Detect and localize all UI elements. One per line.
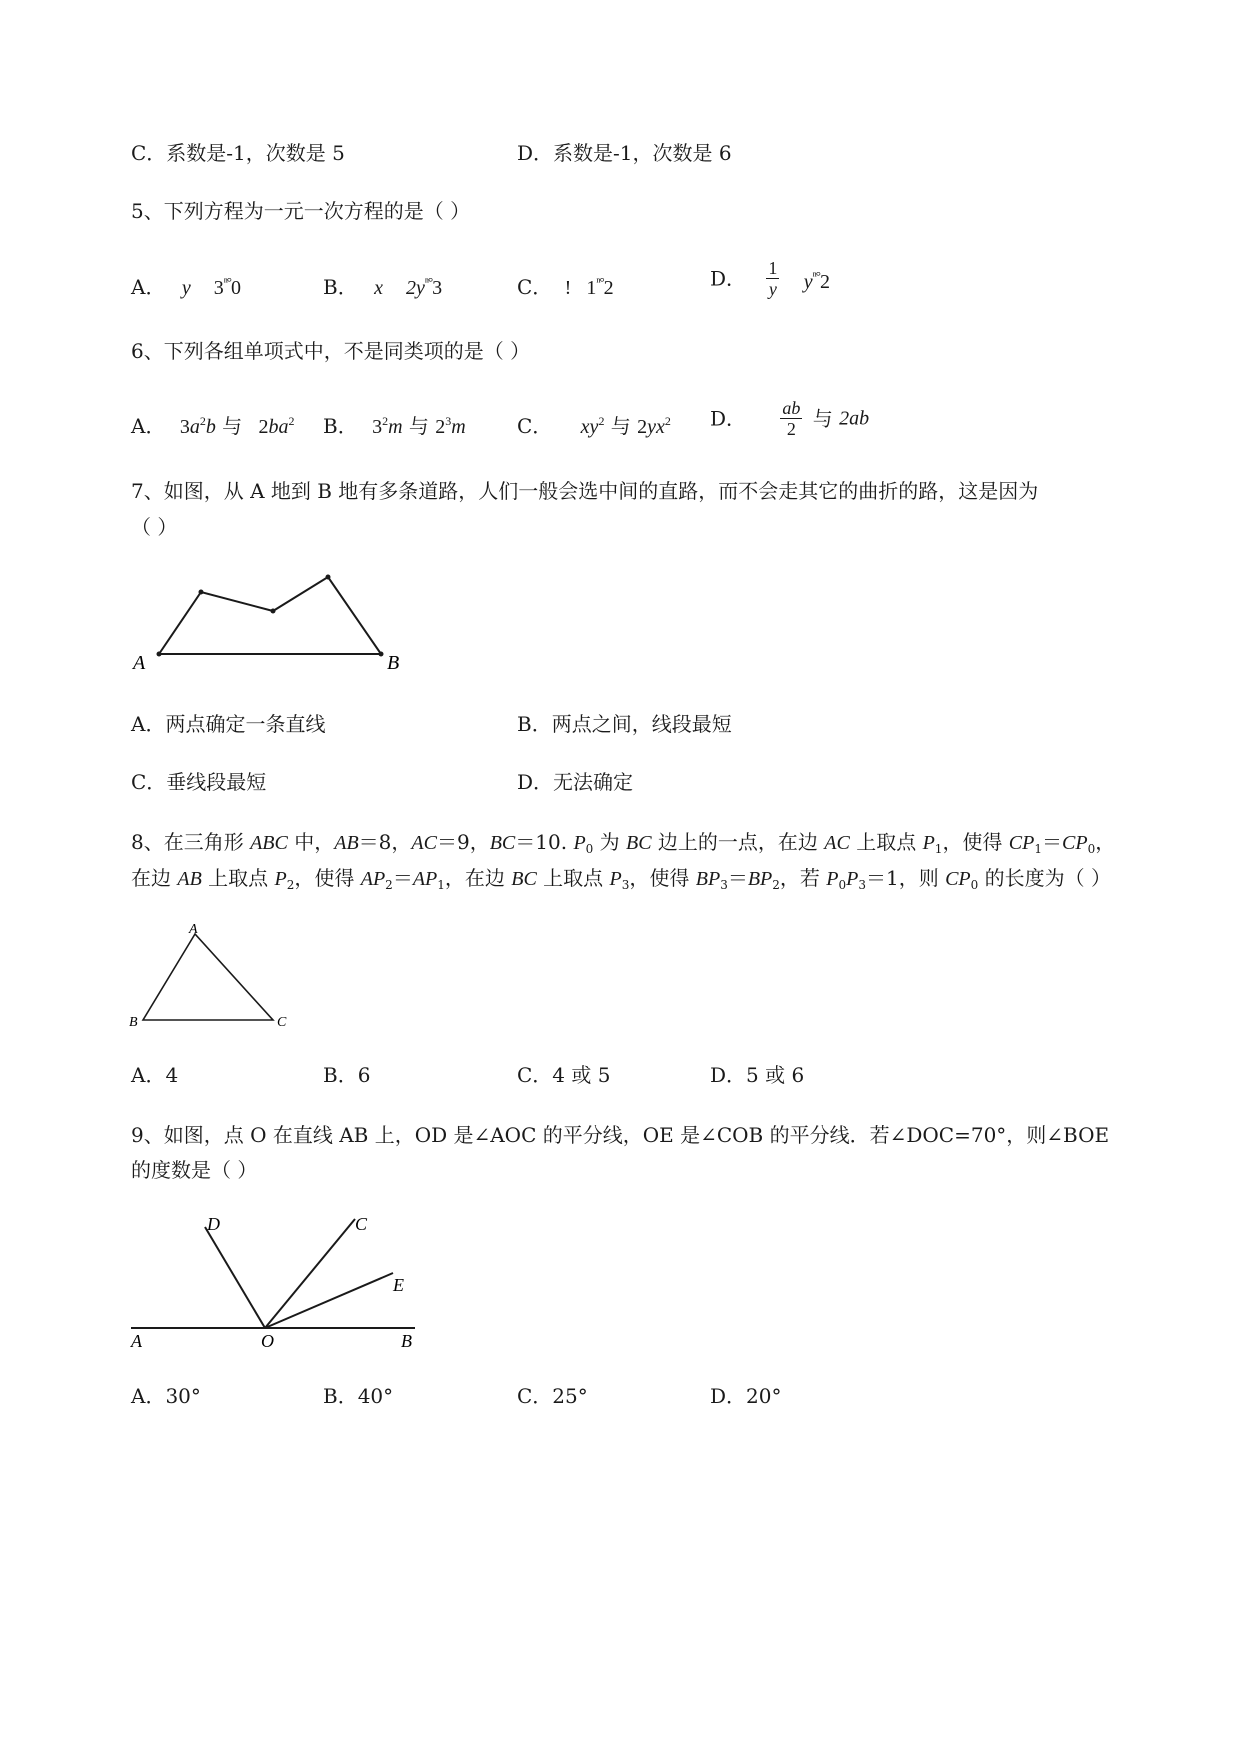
q7-stem-line1: 7、如图，从 A 地到 B 地有多条道路，人们一般会选中间的直路，而不会走其它的曲折的路，这是因为 — [131, 479, 1039, 503]
ray-oc — [265, 1219, 355, 1328]
math-term: 3 — [213, 277, 224, 299]
point-a — [157, 652, 162, 657]
q9-option-c: C．25° — [517, 1384, 588, 1408]
fraction — [766, 258, 779, 299]
point — [271, 609, 276, 614]
q8-option-c: C．4 或 5 — [517, 1063, 611, 1087]
q6-option-c: C． $xy^2$ 与 $2yx^2$ — [517, 414, 671, 438]
q7-option-a: A．两点确定一条直线 — [131, 712, 326, 736]
q6-stem: 6、下列各组单项式中，不是同类项的是（ ） — [131, 339, 531, 363]
math-term: y — [803, 270, 813, 293]
q9-stem-line2: 的度数是（ ） — [131, 1158, 258, 1182]
q7-option-d: D．无法确定 — [517, 770, 634, 794]
label-e: E — [393, 1275, 404, 1295]
q5-option-c — [517, 268, 614, 302]
option-label: B． — [323, 275, 358, 299]
label-a: A — [131, 1331, 142, 1351]
curved-path — [159, 577, 381, 654]
math-term: x — [374, 277, 383, 299]
q7-stem-line2: （ ） — [131, 515, 178, 539]
ray-oe — [265, 1273, 393, 1328]
q8-option-d: D．5 或 6 — [710, 1063, 805, 1087]
math-term: 2ab — [839, 407, 870, 430]
option-label: A． — [131, 275, 166, 299]
label-b: B — [387, 652, 400, 674]
label-c: C — [277, 1015, 287, 1030]
q6-option-d — [710, 398, 869, 439]
q8-stem-line2: 在边 AB 上取点 $P_2$，使得 $AP_2=AP_1$，在边 BC 上取点 $P_3$，使得 $BP_3=BP_2$，若 $P_0P_3=1$，则 $CP_0$ 的长度为（ ） — [131, 866, 1111, 892]
garbled-symbol: ⁿ° — [596, 274, 604, 289]
q4-option-d: D．系数是-1，次数是 6 — [517, 141, 732, 165]
fraction-numerator: 1 — [768, 258, 778, 278]
ray-od — [205, 1227, 265, 1328]
q9-option-a: A．30° — [131, 1384, 201, 1408]
q5-option-d — [710, 258, 830, 299]
option-label: B． — [323, 414, 358, 438]
point-b — [379, 652, 384, 657]
option-label: D． — [710, 266, 747, 291]
math-term: y — [181, 277, 191, 299]
q8-option-b: B．6 — [323, 1063, 371, 1087]
point — [326, 575, 331, 580]
connector-text: 与 — [408, 414, 429, 438]
label-a: A — [189, 922, 198, 937]
fraction-numerator: ab — [782, 398, 801, 418]
connector-text: 与 — [222, 414, 243, 438]
label-c: C — [355, 1214, 368, 1234]
q4-option-c: C．系数是-1，次数是 5 — [131, 141, 345, 165]
garbled-symbol: ⁿ° — [424, 274, 433, 289]
option-label: C． — [517, 275, 553, 299]
q9-stem-line1: 9、如图，点 O 在直线 AB 上，OD 是∠AOC 的平分线，OE 是∠COB 的平分线．若∠DOC=70°，则∠BOE — [131, 1123, 1110, 1147]
option-label: C． — [517, 414, 553, 438]
label-d: D — [207, 1214, 220, 1234]
triangle-abc — [143, 934, 273, 1020]
q7-option-c: C．垂线段最短 — [131, 770, 267, 794]
math-term: 1 — [586, 277, 597, 299]
math-term: ! — [564, 277, 572, 299]
connector-text: 与 — [610, 414, 631, 438]
connector-text: 与 — [812, 406, 833, 431]
q5-option-b — [323, 268, 442, 302]
q5-option-a — [131, 268, 241, 302]
math-term: 2 — [603, 277, 614, 299]
point — [199, 590, 204, 595]
q5-stem: 5、下列方程为一元一次方程的是（ ） — [131, 199, 471, 223]
q8-stem-line1: 8、在三角形 ABC 中，AB＝8，AC＝9，BC＝10. $P_0$ 为 BC 边上的一点，在边 AC 上取点 $P_1$，使得 $CP_1=CP_0$， — [131, 830, 1116, 856]
q7-figure-paths — [125, 565, 415, 680]
label-a: A — [133, 652, 146, 674]
q9-option-b: B．40° — [323, 1384, 394, 1408]
garbled-symbol: ⁿ° — [223, 274, 231, 289]
label-b: B — [129, 1015, 138, 1030]
math-term: 0 — [231, 277, 241, 299]
math-term: 2y — [405, 277, 425, 299]
q6-option-a: A． $3a^2b$ 与 $2ba^2$ — [131, 414, 295, 438]
garbled-symbol: ⁿ° — [812, 267, 820, 283]
q8-triangle-figure — [125, 918, 300, 1033]
q6-option-b: B． $3^2m$ 与 $2^3m$ — [323, 414, 466, 438]
fraction-denominator: 2 — [786, 419, 796, 439]
label-b: B — [401, 1331, 412, 1351]
stem-text: 8、在三角形 — [131, 830, 251, 854]
option-label: A． — [131, 414, 166, 438]
fraction — [780, 398, 802, 439]
math-term: 3 — [432, 277, 443, 299]
q9-option-d: D．20° — [710, 1384, 782, 1408]
fraction-denominator: y — [768, 279, 777, 299]
q9-angle-figure — [125, 1205, 425, 1355]
label-o: O — [261, 1331, 274, 1351]
option-label: D． — [710, 406, 747, 431]
q7-option-b: B．两点之间，线段最短 — [517, 712, 732, 736]
q8-option-a: A．4 — [131, 1063, 179, 1087]
math-term: 2 — [819, 270, 830, 293]
